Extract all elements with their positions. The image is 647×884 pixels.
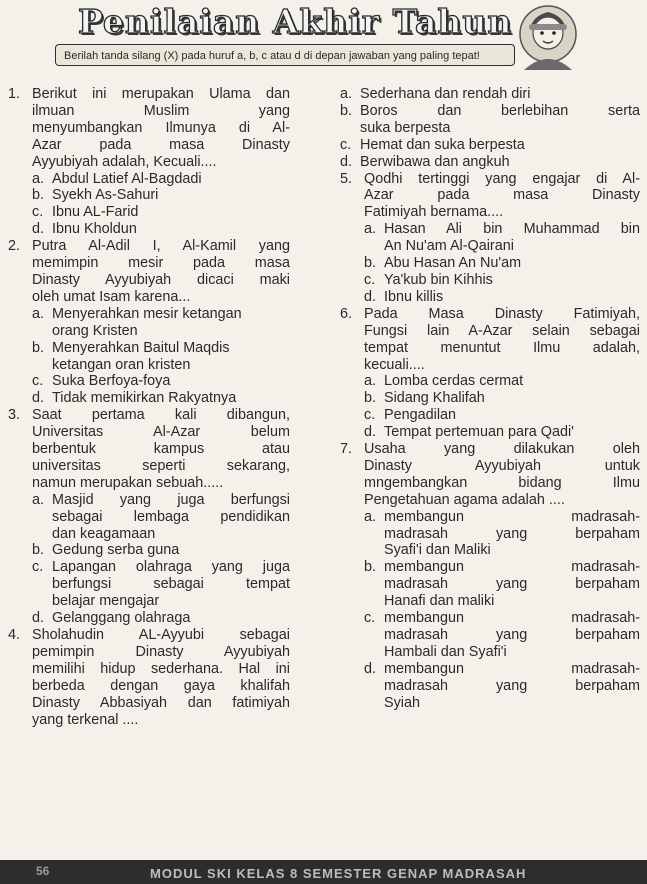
question-stem-line: mngembangkan bidang Ilmu bbox=[364, 474, 640, 491]
question-number: 1. bbox=[8, 86, 21, 102]
option-continuation: belajar mengajar bbox=[52, 593, 160, 610]
instruction-bar: Berilah tanda silang (X) pada huruf a, b, c atau d di depan jawaban yang paling tepat! bbox=[55, 44, 515, 66]
option-a[interactable]: a. Abdul Latief Al-Bagdadi bbox=[32, 170, 202, 187]
question-stem-line: Pada Masa Dinasty Fatimiyah, bbox=[364, 305, 640, 322]
option-continuation: Syiah bbox=[384, 694, 420, 711]
page-number: 56 bbox=[36, 864, 50, 878]
option-continuation: madrasah yang berpaham bbox=[384, 627, 640, 643]
question-stem-line: Azar pada masa Dinasty bbox=[32, 136, 290, 153]
option-continuation: Syafi'i dan Maliki bbox=[384, 542, 491, 559]
option-c[interactable]: c. Ya'kub bin Kihhis bbox=[364, 271, 493, 288]
question-stem-line: Pengetahuan agama adalah .... bbox=[364, 491, 565, 508]
option-d[interactable]: d. Tempat pertemuan para Qadi' bbox=[364, 424, 574, 441]
option-c[interactable]: c. Suka Berfoya-foya bbox=[32, 373, 171, 390]
option-b[interactable]: b. Menyerahkan Baitul Maqdis bbox=[32, 339, 230, 356]
question-6 bbox=[340, 306, 640, 441]
question-4 bbox=[8, 627, 290, 728]
question-stem-line: Berikut ini merupakan Ulama dan bbox=[32, 86, 290, 102]
question-number: 6. bbox=[340, 305, 353, 322]
question-2 bbox=[8, 238, 290, 407]
question-stem-line: pemimpin Dinasty Ayyubiyah bbox=[32, 643, 290, 660]
question-stem-line: memilihi hidup sederhana. Hal ini bbox=[32, 660, 290, 677]
option-a[interactable]: a. Masjid yang juga berfungsi bbox=[32, 491, 290, 508]
option-continuation: madrasah yang berpaham bbox=[384, 677, 640, 694]
question-stem-line: tempat menuntut Ilmu adalah, bbox=[364, 339, 640, 356]
page-header bbox=[0, 0, 647, 72]
question-number: 7. bbox=[340, 441, 353, 458]
question-number: 5. bbox=[340, 170, 353, 187]
question-stem-line: Dinasty Ayyubiyah untuk bbox=[364, 457, 640, 474]
page-footer bbox=[0, 860, 647, 884]
question-number: 2. bbox=[8, 238, 21, 255]
question-stem-line: namun merupakan sebuah..... bbox=[32, 474, 224, 491]
question-stem-line: yang terkenal .... bbox=[32, 711, 139, 728]
option-continuation: sebagai lembaga pendidikan bbox=[52, 508, 290, 525]
option-continuation: ketangan oran kristen bbox=[52, 356, 191, 373]
option-b[interactable]: b. Boros dan berlebihan serta bbox=[340, 102, 640, 119]
question-stem-line: oleh umat Isam karena... bbox=[32, 288, 191, 305]
option-continuation: orang Kristen bbox=[52, 322, 138, 339]
question-number: 3. bbox=[8, 407, 21, 424]
option-b[interactable]: b. membangun madrasah- bbox=[364, 559, 640, 576]
question-stem-line: Qodhi tertinggi yang engajar di Al- bbox=[364, 170, 640, 187]
question-5 bbox=[340, 171, 640, 306]
left-column bbox=[8, 86, 290, 728]
question-stem-line: berbentuk kampus atau bbox=[32, 441, 290, 458]
option-continuation: suka berpesta bbox=[360, 119, 451, 136]
option-d[interactable]: d. Ibnu killis bbox=[364, 288, 444, 305]
question-stem-line: Fatimiyah bernama.... bbox=[364, 204, 504, 221]
option-c[interactable]: c. Pengadilan bbox=[364, 407, 457, 424]
option-c[interactable]: c. Lapangan olahraga yang juga bbox=[32, 559, 290, 576]
question-stem-line: menyumbangkan Ilmunya di Al- bbox=[32, 119, 290, 136]
question-number: 4. bbox=[8, 627, 21, 643]
question-stem-line: universitas seperti sekarang, bbox=[32, 457, 290, 474]
question-stem-line: Sholahudin AL-Ayyubi sebagai bbox=[32, 627, 290, 643]
option-b[interactable]: b. Abu Hasan An Nu'am bbox=[364, 255, 522, 272]
option-a[interactable]: a. Lomba cerdas cermat bbox=[364, 373, 524, 390]
question-3 bbox=[8, 407, 290, 627]
question-stem-line: Universitas Al-Azar belum bbox=[32, 424, 290, 441]
question-stem-line: Fungsi lain A-Azar selain sebagai bbox=[364, 322, 640, 339]
option-continuation: Hambali dan Syafi'i bbox=[384, 643, 507, 660]
option-continuation: berfungsi sebagai tempat bbox=[52, 576, 290, 593]
question-stem-line: Dinasty Abbasiyah dan fatimiyah bbox=[32, 694, 290, 711]
option-a[interactable]: a. Sederhana dan rendah diri bbox=[340, 86, 531, 102]
option-continuation: dan keagamaan bbox=[52, 525, 156, 542]
option-c[interactable]: c. Hemat dan suka berpesta bbox=[340, 136, 525, 153]
question-1 bbox=[8, 86, 290, 238]
option-c[interactable]: c. membangun madrasah- bbox=[364, 610, 640, 627]
page-title: Penilaian Akhir Tahun bbox=[78, 2, 513, 41]
question-stem-line: Ayyubiyah adalah, Kecuali.... bbox=[32, 153, 217, 170]
option-continuation: madrasah yang berpaham bbox=[384, 525, 640, 542]
question-7 bbox=[340, 441, 640, 712]
question-stem-line: kecuali.... bbox=[364, 356, 425, 373]
footer-text: MODUL SKI KELAS 8 SEMESTER GENAP MADRASAH bbox=[150, 866, 527, 881]
option-continuation: Hanafi dan maliki bbox=[384, 593, 495, 610]
option-d[interactable]: d. Tidak memikirkan Rakyatnya bbox=[32, 390, 237, 407]
girl-with-hijab-icon bbox=[504, 0, 586, 70]
option-d[interactable]: d. Gelanggang olahraga bbox=[32, 610, 191, 627]
question-stem-line: Dinasty Ayyubiyah dicaci maki bbox=[32, 271, 290, 288]
question-stem-line: Usaha yang dilakukan oleh bbox=[364, 441, 640, 458]
option-d[interactable]: d. Berwibawa dan angkuh bbox=[340, 153, 510, 170]
question-stem-line: ilmuan Muslim yang bbox=[32, 102, 290, 119]
option-d[interactable]: d. Ibnu Kholdun bbox=[32, 221, 137, 238]
question-stem-line: memimpin mesir pada masa bbox=[32, 255, 290, 272]
question-stem-line: Putra Al-Adil I, Al-Kamil yang bbox=[32, 238, 290, 255]
right-column bbox=[340, 86, 640, 712]
question-stem-line: Azar pada masa Dinasty bbox=[364, 187, 640, 204]
option-continuation: madrasah yang berpaham bbox=[384, 576, 640, 593]
question-stem-line: Saat pertama kali dibangun, bbox=[32, 407, 290, 424]
option-a[interactable]: a. membangun madrasah- bbox=[364, 508, 640, 525]
option-c[interactable]: c. Ibnu AL-Farid bbox=[32, 204, 139, 221]
option-b[interactable]: b. Gedung serba guna bbox=[32, 542, 180, 559]
option-a[interactable]: a. Menyerahkan mesir ketangan bbox=[32, 305, 242, 322]
option-continuation: An Nu'am Al-Qairani bbox=[384, 238, 514, 255]
option-d[interactable]: d. membangun madrasah- bbox=[364, 660, 640, 677]
option-b[interactable]: b. Syekh As-Sahuri bbox=[32, 187, 159, 204]
option-a[interactable]: a. Hasan Ali bin Muhammad bin bbox=[364, 221, 640, 238]
option-b[interactable]: b. Sidang Khalifah bbox=[364, 390, 485, 407]
question-stem-line: berbeda dengan gaya khalifah bbox=[32, 677, 290, 694]
